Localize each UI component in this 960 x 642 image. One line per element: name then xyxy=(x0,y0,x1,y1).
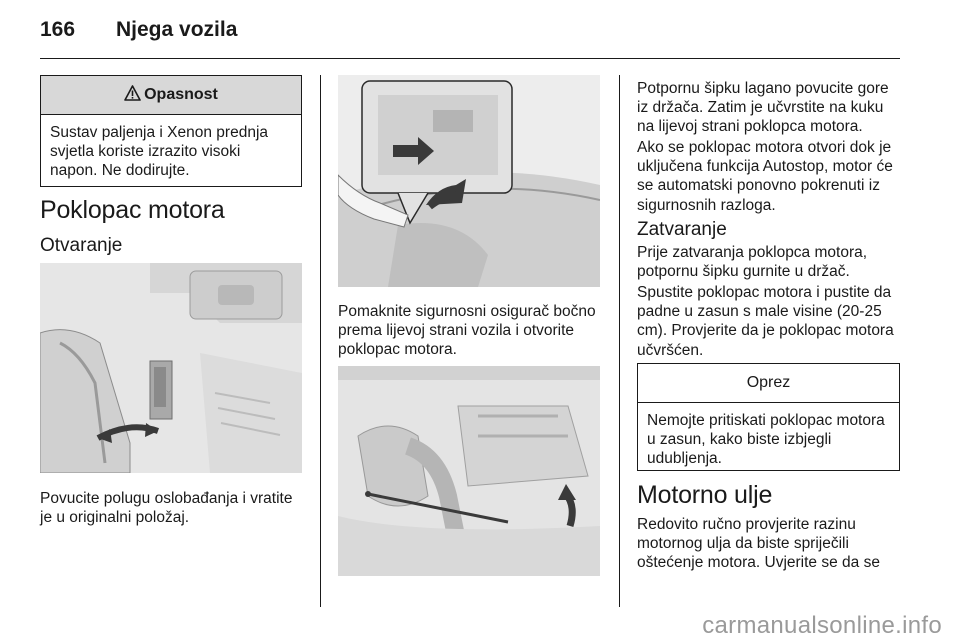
caution-box-text: Nemojte pritiskati poklopac motora u zasun, kako biste izbjegli udubljenja. xyxy=(647,412,885,468)
section-title-hood: Poklopac motora xyxy=(40,196,225,224)
engine-oil-text: Redovito ručno provjerite razinu motornog ulja da biste spriječili oštećenje motora. Uvjerite se da se xyxy=(637,516,880,572)
page-header-title: Njega vozila xyxy=(116,18,238,41)
watermark: carmanualsonline.info xyxy=(702,612,942,639)
autostop-note: Ako se poklopac motora otvori dok je uključena funkcija Autostop, motor će se automatski ponovno pokrenuti iz sigurnosnih razloga. xyxy=(637,139,893,214)
subsection-title-opening: Otvaranje xyxy=(40,235,123,256)
danger-box-header xyxy=(41,76,301,115)
column-divider-2 xyxy=(619,75,620,607)
step-release-lever: Povucite polugu oslobađanja i vratite je u originalni položaj. xyxy=(40,490,293,527)
step-closing-latch: Spustite poklopac motora i pustite da padne u zasun s male visine (20-25 cm). Provjerite da je poklopac motora učvršćen. xyxy=(637,284,894,359)
caution-box-title: Oprez xyxy=(746,374,791,391)
figure-release-lever xyxy=(40,263,302,473)
warning-triangle-icon xyxy=(124,85,141,106)
page-number: 166 xyxy=(40,18,76,41)
caution-box xyxy=(637,363,900,471)
danger-box xyxy=(40,75,302,187)
danger-box-title: Opasnost xyxy=(144,86,218,103)
step-closing-rod: Prije zatvaranja poklopca motora, potpornu šipku gurnite u držač. xyxy=(637,244,868,281)
column-divider-1 xyxy=(320,75,321,607)
caution-box-header xyxy=(638,364,899,403)
header-divider xyxy=(40,58,900,59)
figure-safety-catch xyxy=(338,75,600,287)
subsection-title-closing: Zatvaranje xyxy=(637,219,727,240)
danger-box-text: Sustav paljenja i Xenon prednja svjetla koriste izrazito visoki napon. Ne dodirujte. xyxy=(50,124,269,180)
step-safety-catch: Pomaknite sigurnosni osigurač bočno prema lijevoj strani vozila i otvorite poklopac motora. xyxy=(338,303,596,359)
step-support-rod: Potpornu šipku lagano povucite gore iz držača. Zatim je učvrstite na kuku na lijevoj strani poklopca motora. xyxy=(637,80,889,136)
figure-support-rod xyxy=(338,366,600,576)
section-title-engine-oil: Motorno ulje xyxy=(637,481,773,509)
